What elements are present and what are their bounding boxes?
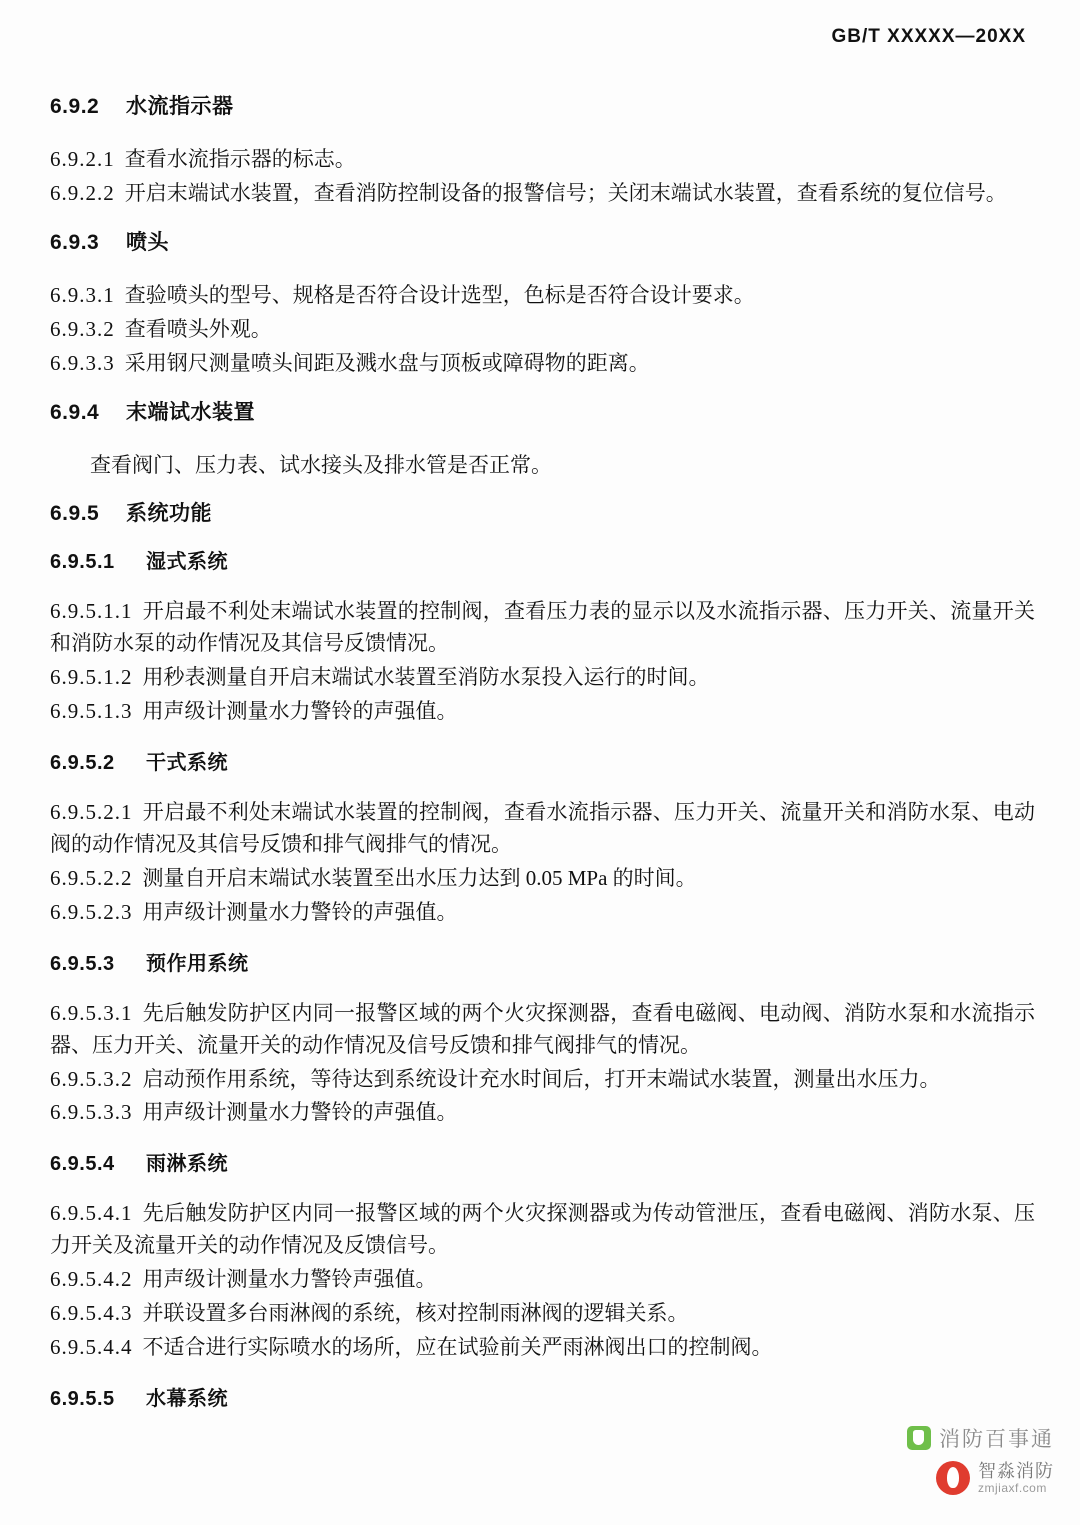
paragraph-text: 并联设置多台雨淋阀的系统，核对控制雨淋阀的逻辑关系。: [142, 1301, 689, 1326]
heading-title: 末端试水装置: [126, 400, 255, 424]
heading-number: 6.9.3: [50, 230, 100, 254]
paragraph-number: 6.9.5.2.2: [50, 865, 133, 890]
heading-6-9-5: [50, 497, 1035, 527]
paragraph-number: 6.9.5.4.3: [50, 1301, 133, 1326]
paragraph-6-9-3-2: [50, 314, 1035, 346]
heading-6-9-5-5: [50, 1382, 1035, 1411]
paragraph-text: 开启最不利处末端试水装置的控制阀，查看压力表的显示以及水流指示器、压力开关、流量开关和消防水泵的动作情况及其信号反馈情况。: [50, 599, 1035, 656]
paragraph-6-9-5-1-2: [50, 662, 1035, 694]
paragraph-number: 6.9.5.3.2: [50, 1066, 133, 1091]
heading-title: 干式系统: [146, 752, 228, 775]
heading-title: 系统功能: [126, 502, 212, 526]
heading-6-9-4: [50, 396, 1035, 426]
paragraph-text: 用秒表测量自开启末端试水装置至消防水泵投入运行的时间。: [142, 665, 710, 690]
heading-title: 水幕系统: [146, 1387, 228, 1410]
heading-6-9-5-2: [50, 746, 1035, 775]
heading-number: 6.9.5.2: [50, 752, 115, 775]
paragraph-text: 查看水流指示器的标志。: [124, 147, 356, 171]
heading-6-9-3: [50, 226, 1035, 256]
heading-number: 6.9.5.3: [50, 952, 115, 975]
paragraph-text: 开启最不利处末端试水装置的控制阀，查看水流指示器、压力开关、流量开关和消防水泵、电动阀的动作情况及其信号反馈和排气阀排气的情况。: [50, 800, 1035, 856]
paragraph-number: 6.9.5.1.1: [50, 599, 133, 624]
paragraph-6-9-5-3-1: [50, 998, 1035, 1062]
heading-title: 雨淋系统: [146, 1153, 228, 1176]
watermark-secondary: [774, 1461, 1054, 1495]
paragraph-number: 6.9.5.3.1: [50, 1000, 133, 1025]
paragraph-6-9-5-4-1: [50, 1198, 1035, 1262]
paragraph-6-9-5-1-3: [50, 696, 1035, 728]
paragraph-number: 6.9.2.2: [50, 180, 115, 205]
paragraph-6-9-2-2: [50, 178, 1035, 210]
paragraph-number: 6.9.5.3.3: [50, 1100, 133, 1125]
paragraph-6-9-2-1: [50, 144, 1035, 176]
paragraph-number: 6.9.5.2.1: [50, 800, 133, 825]
paragraph-text: 用声级计测量水力警铃声强值。: [142, 1267, 437, 1292]
heading-6-9-5-1: [50, 545, 1035, 574]
paragraph-text: 查看喷头外观。: [124, 316, 272, 341]
paragraph-text: 启动预作用系统，等待达到系统设计充水时间后，打开末端试水装置，测量出水压力。: [142, 1066, 941, 1091]
paragraph-6-9-4-body: [50, 450, 1035, 482]
paragraph-text: 先后触发防护区内同一报警区域的两个火灾探测器，查看电磁阀、电动阀、消防水泵和水流指示器、压力开关、流量开关的动作情况及信号反馈和排气阀排气的情况。: [50, 1000, 1035, 1057]
paragraph-text: 测量自开启末端试水装置至出水压力达到 0.05 MPa 的时间。: [142, 865, 697, 890]
paragraph-number: 6.9.5.4.1: [50, 1201, 133, 1226]
watermark-primary: [774, 1423, 1054, 1453]
paragraph-text: 不适合进行实际喷水的场所，应在试验前关严雨淋阀出口的控制阀。: [142, 1334, 773, 1359]
heading-number: 6.9.5.4: [50, 1153, 115, 1176]
watermark-brand: 智淼消防: [978, 1461, 1054, 1481]
paragraph-number: 6.9.5.4.2: [50, 1267, 133, 1292]
paragraph-text: 用声级计测量水力警铃的声强值。: [142, 699, 458, 724]
watermark: [774, 1423, 1054, 1507]
paragraph-6-9-5-4-4: [50, 1332, 1035, 1364]
heading-6-9-5-4: [50, 1147, 1035, 1176]
paragraph-text: 用声级计测量水力警铃的声强值。: [142, 1100, 458, 1125]
heading-number: 6.9.5.1: [50, 551, 115, 574]
paragraph-6-9-5-2-3: [50, 897, 1035, 929]
watermark-url: zmjiaxf.com: [978, 1480, 1047, 1495]
paragraph-text: 查验喷头的型号、规格是否符合设计选型，色标是否符合设计要求。: [124, 282, 755, 307]
paragraph-number: 6.9.5.1.3: [50, 699, 133, 724]
paragraph-6-9-3-1: [50, 280, 1035, 312]
heading-title: 湿式系统: [146, 551, 228, 574]
paragraph-6-9-5-3-2: [50, 1064, 1035, 1096]
page-header-standard-number: GB/T XXXXX—20XX: [831, 26, 1026, 47]
watermark-title: 消防百事通: [939, 1428, 1054, 1451]
paragraph-6-9-5-3-3: [50, 1097, 1035, 1129]
paragraph-number: 6.9.5.2.3: [50, 899, 133, 924]
paragraph-text: 先后触发防护区内同一报警区域的两个火灾探测器或为传动管泄压，查看电磁阀、消防水泵、压力开关及流量开关的动作情况及反馈信号。: [50, 1201, 1035, 1258]
paragraph-number: 6.9.5.4.4: [50, 1334, 133, 1359]
flame-logo-icon: [936, 1461, 970, 1495]
heading-6-9-2: [50, 90, 1035, 120]
paragraph-6-9-5-2-1: [50, 797, 1035, 861]
paragraph-text: 查看阀门、压力表、试水接头及排水管是否正常。: [90, 452, 552, 477]
document-body: [50, 74, 1035, 1423]
heading-number: 6.9.2: [50, 95, 100, 118]
heading-number: 6.9.4: [50, 400, 100, 424]
paragraph-number: 6.9.3.1: [50, 282, 115, 307]
paragraph-6-9-5-4-2: [50, 1264, 1035, 1296]
heading-6-9-5-3: [50, 947, 1035, 976]
heading-number: 6.9.5: [50, 502, 100, 526]
paragraph-number: 6.9.5.1.2: [50, 665, 133, 690]
paragraph-6-9-5-1-1: [50, 596, 1035, 660]
heading-title: 水流指示器: [126, 95, 234, 118]
wechat-account-icon: [907, 1426, 931, 1450]
paragraph-number: 6.9.2.1: [50, 147, 115, 171]
heading-number: 6.9.5.5: [50, 1387, 115, 1410]
heading-title: 预作用系统: [146, 952, 249, 975]
paragraph-6-9-5-2-2: [50, 863, 1035, 895]
paragraph-text: 用声级计测量水力警铃的声强值。: [142, 899, 458, 924]
paragraph-number: 6.9.3.3: [50, 350, 115, 375]
heading-title: 喷头: [126, 230, 169, 254]
paragraph-number: 6.9.3.2: [50, 316, 115, 341]
paragraph-6-9-3-3: [50, 348, 1035, 380]
paragraph-text: 采用钢尺测量喷头间距及溅水盘与顶板或障碍物的距离。: [124, 350, 650, 375]
paragraph-6-9-5-4-3: [50, 1298, 1035, 1330]
paragraph-text: 开启末端试水装置，查看消防控制设备的报警信号；关闭末端试水装置，查看系统的复位信号。: [124, 180, 1007, 205]
watermark-brand-group: [978, 1461, 1054, 1495]
